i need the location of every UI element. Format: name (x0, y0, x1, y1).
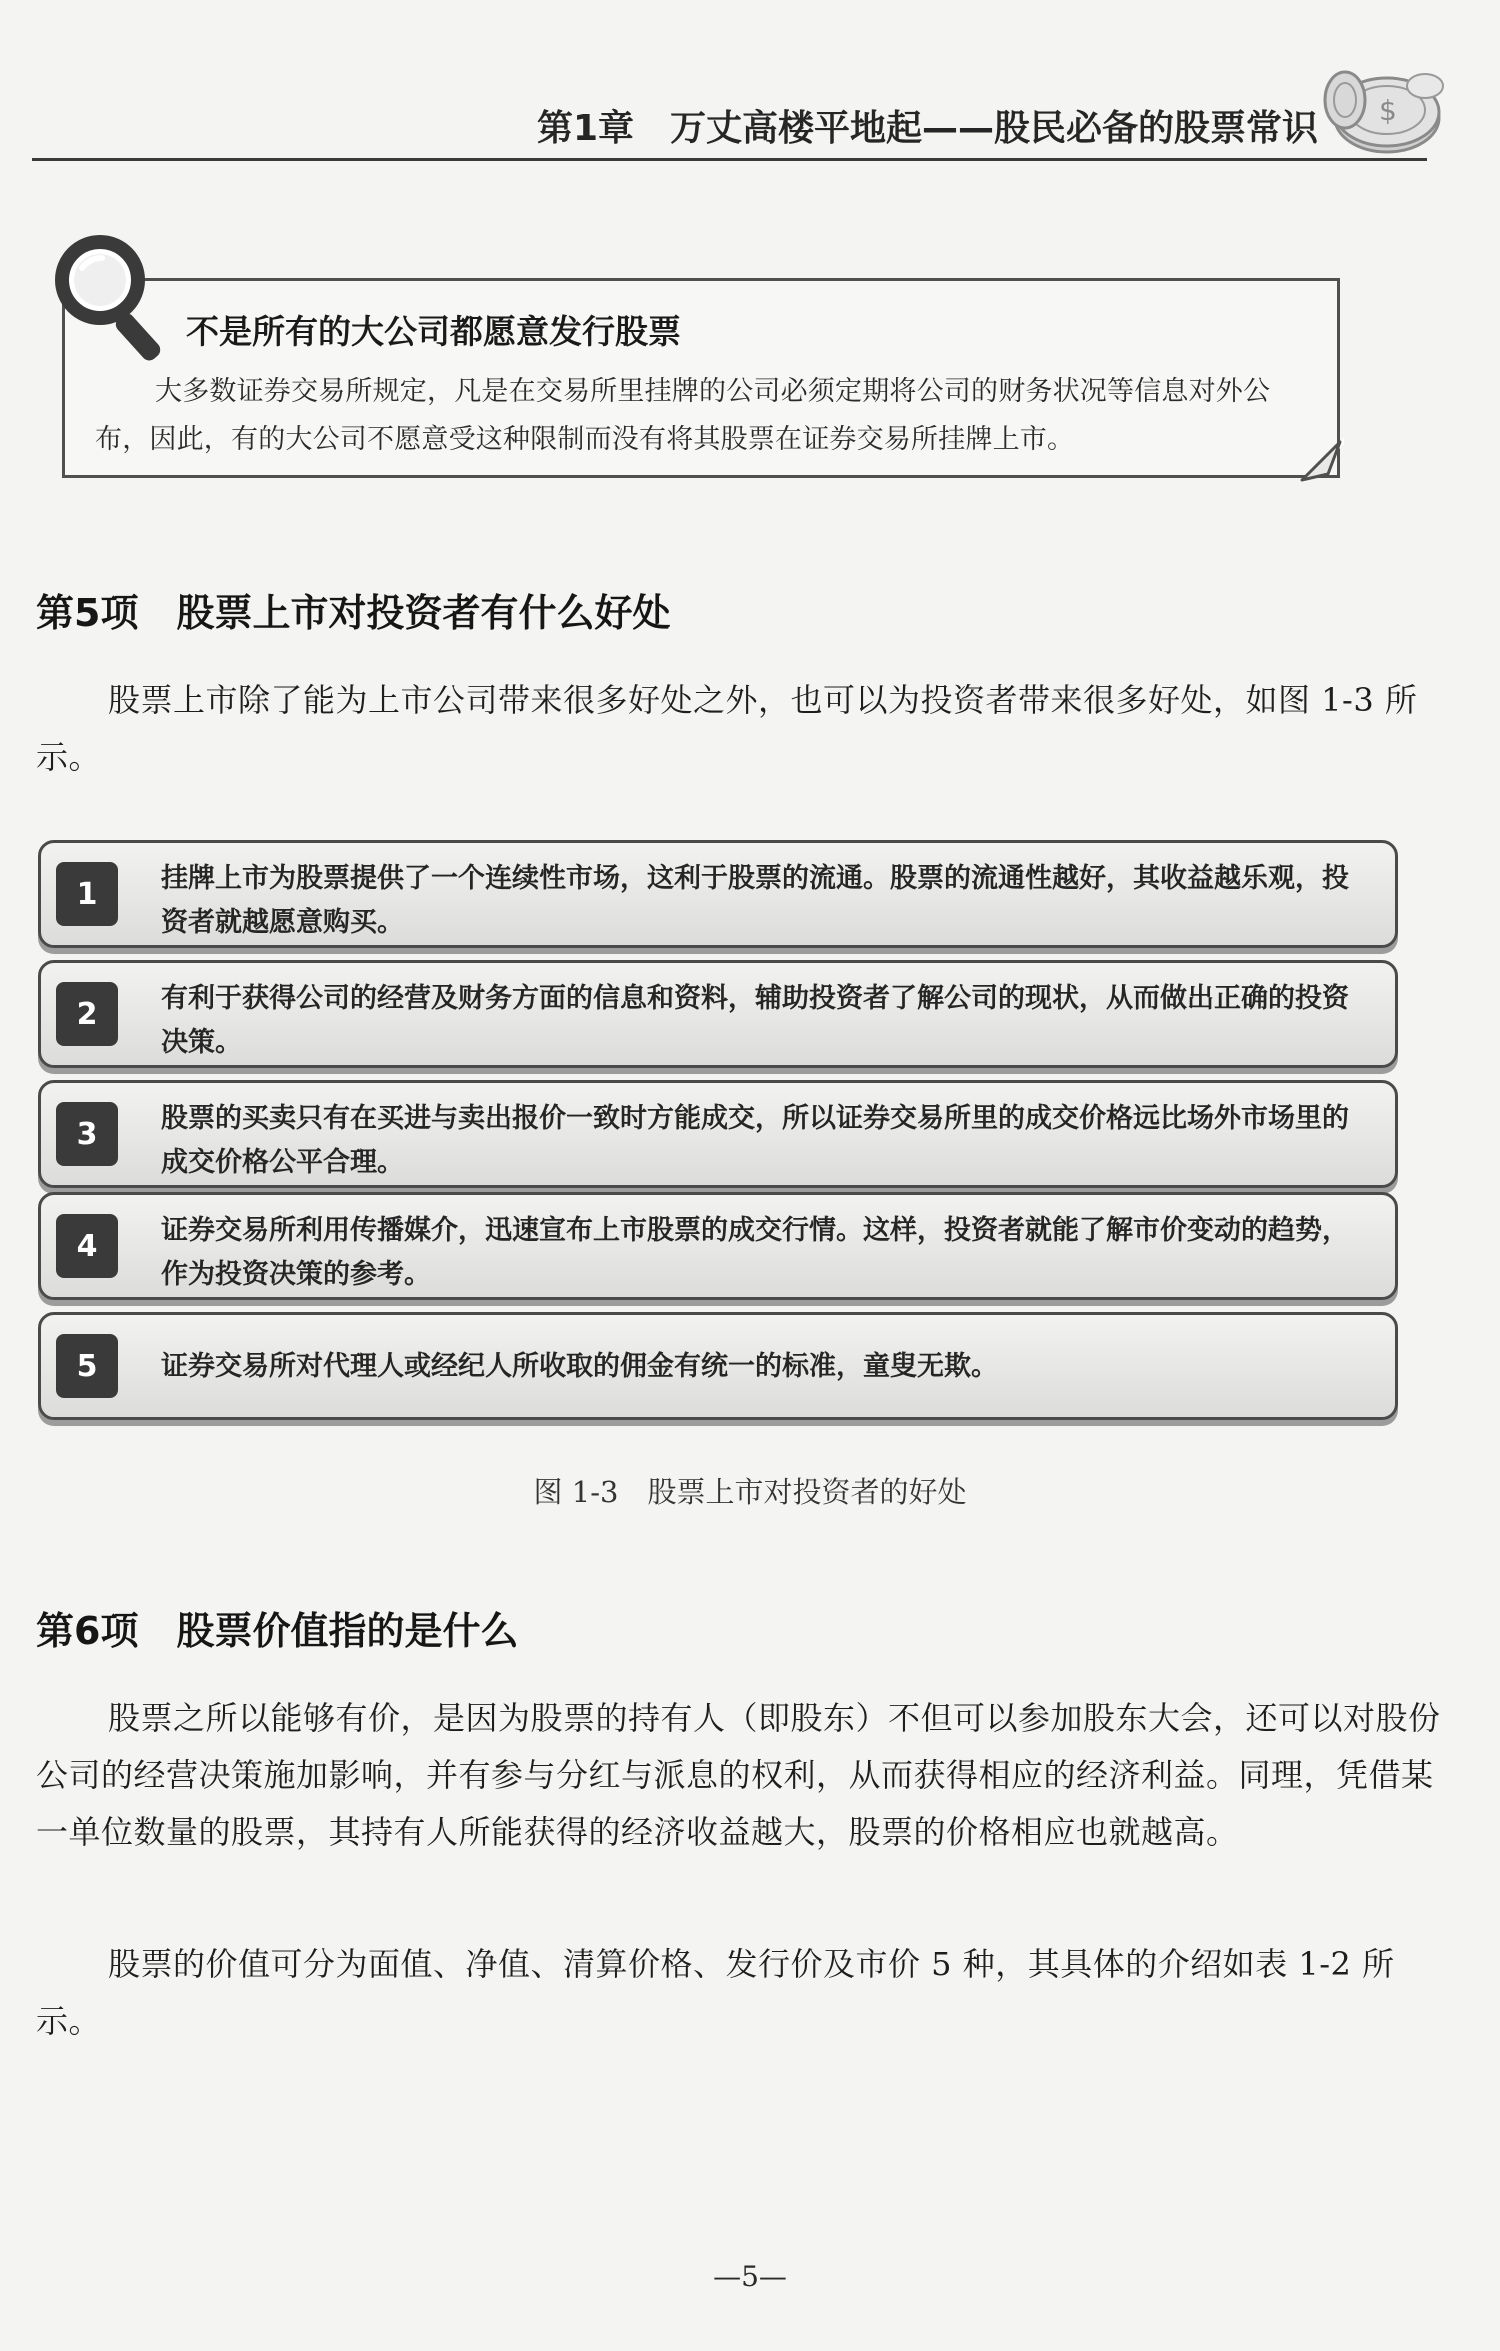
item-text: 有利于获得公司的经营及财务方面的信息和资料，辅助投资者了解公司的现状，从而做出正确的投资决策。 (161, 983, 1349, 1058)
section-number: 第5项 (36, 591, 139, 635)
section5-paragraph: 股票上市除了能为上市公司带来很多好处之外，也可以为投资者带来很多好处，如图 1-3 所示。 (36, 681, 1418, 776)
section6-paragraph-2: 股票的价值可分为面值、净值、清算价格、发行价及市价 5 种，其具体的介绍如表 1-2 所示。 (36, 1945, 1395, 2040)
item-text: 证券交易所利用传播媒介，迅速宣布上市股票的成交行情。这样，投资者就能了解市价变动的趋势，作为投资决策的参考。 (161, 1215, 1349, 1290)
section-title: 股票价值指的是什么 (176, 1609, 519, 1653)
item-text: 股票的买卖只有在买进与卖出报价一致时方能成交，所以证券交易所里的成交价格远比场外市场里的成交价格公平合理。 (161, 1103, 1349, 1178)
section-heading-5 (36, 582, 670, 637)
section-number: 第6项 (36, 1609, 139, 1653)
figure-item (38, 960, 1398, 1068)
magnifier-icon (50, 232, 178, 367)
section6-paragraph-1: 股票之所以能够有价，是因为股票的持有人（即股东）不但可以参加股东大会，还可以对股份公司的经营决策施加影响，并有参与分红与派息的权利，从而获得相应的经济利益。同理，凭借某一单位数量的股票，其持有人所能获得的经济收益越大，股票的价格相应也就越高。 (36, 1699, 1441, 1851)
figure-item (38, 1192, 1398, 1300)
running-header-title: 第1章 万丈高楼平地起——股民必备的股票常识 (536, 108, 1318, 149)
item-number-badge: 2 (56, 982, 118, 1046)
figure-item (38, 840, 1398, 948)
page-number: —5— (713, 2260, 787, 2293)
tip-body: 大多数证券交易所规定，凡是在交易所里挂牌的公司必须定期将公司的财务状况等信息对外公布，因此，有的大公司不愿意受这种限制而没有将其股票在证券交易所挂牌上市。 (95, 376, 1271, 455)
section-title: 股票上市对投资者有什么好处 (176, 591, 671, 635)
item-number-badge: 1 (56, 862, 118, 926)
figure-item (38, 1312, 1398, 1420)
item-number-badge: 5 (56, 1334, 118, 1398)
tip-title: 不是所有的大公司都愿意发行股票 (186, 312, 681, 351)
header-rule (32, 158, 1427, 161)
figure-caption: 图 1-3 股票上市对投资者的好处 (533, 1475, 967, 1509)
svg-text:$: $ (1379, 94, 1397, 127)
item-text: 证券交易所对代理人或经纪人所收取的佣金有统一的标准，童叟无欺。 (161, 1351, 998, 1382)
item-number-badge: 4 (56, 1214, 118, 1278)
figure-item (38, 1080, 1398, 1188)
item-text: 挂牌上市为股票提供了一个连续性市场，这利于股票的流通。股票的流通性越好，其收益越乐观，投资者就越愿意购买。 (161, 863, 1349, 938)
coins-icon (1315, 60, 1450, 160)
item-number-badge: 3 (56, 1102, 118, 1166)
section-heading-6 (36, 1600, 518, 1655)
